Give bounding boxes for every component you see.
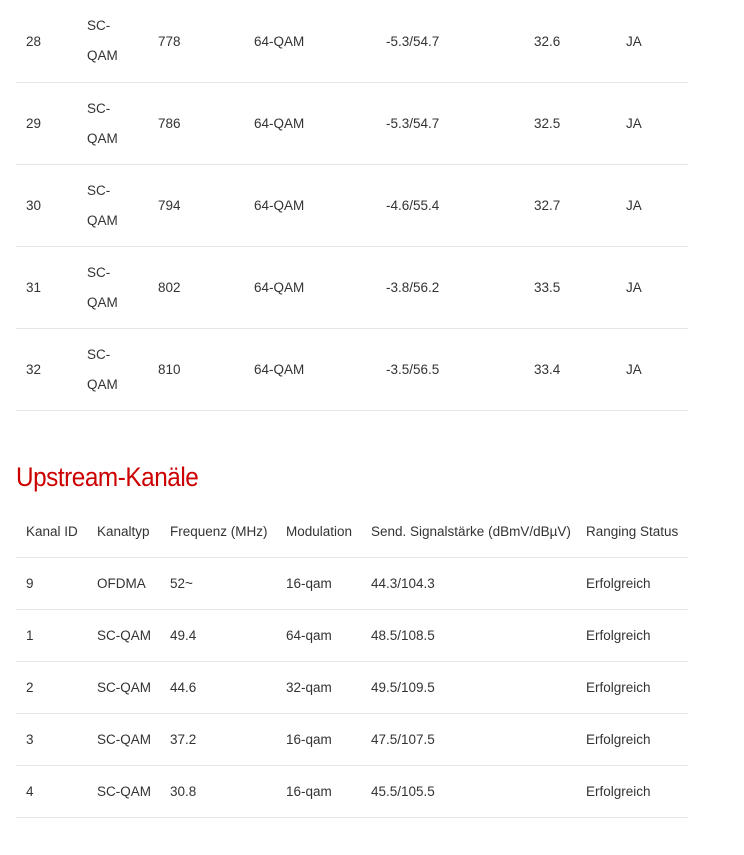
channel-type-line2: QAM (87, 130, 118, 146)
power-cell: 45.5/105.5 (371, 784, 435, 799)
channel-type-cell (87, 165, 118, 246)
snr-cell: 32.7 (534, 198, 561, 213)
power-cell: -3.8/56.2 (386, 280, 440, 295)
channel-id-cell: 1 (26, 628, 34, 643)
channel-id-cell: 30 (26, 198, 42, 213)
modulation-cell: 64-QAM (254, 116, 305, 131)
table-header-row (16, 505, 688, 558)
modulation-cell: 64-QAM (254, 362, 305, 377)
channel-id-cell: 32 (26, 362, 42, 377)
channel-type-line1: SC- (87, 18, 111, 33)
header-channel-id: Kanal ID (26, 523, 78, 539)
header-channel-type: Kanaltyp (97, 523, 150, 539)
frequency-cell: 802 (158, 280, 181, 295)
upstream-table (16, 505, 688, 818)
table-row (16, 714, 688, 766)
channel-id-cell: 31 (26, 280, 42, 295)
table-row (16, 247, 688, 329)
channel-type-line2: QAM (87, 294, 118, 310)
ranging-status-cell: Erfolgreich (586, 576, 651, 591)
modulation-cell: 64-QAM (254, 33, 305, 49)
frequency-cell: 30.8 (170, 784, 197, 799)
locked-cell: JA (626, 198, 642, 213)
channel-id-cell: 28 (26, 33, 42, 49)
modulation-cell: 16-qam (286, 784, 332, 799)
ranging-status-cell: Erfolgreich (586, 732, 651, 747)
channel-type-line1: SC- (87, 100, 111, 116)
header-modulation: Modulation (286, 523, 353, 539)
power-cell: -3.5/56.5 (386, 362, 440, 377)
header-ranging-status: Ranging Status (586, 523, 679, 539)
channel-id-cell: 2 (26, 680, 34, 695)
header-send-power: Send. Signalstärke (dBmV/dBµV) (371, 523, 571, 539)
frequency-cell: 49.4 (170, 628, 197, 643)
power-cell: -5.3/54.7 (386, 33, 440, 49)
frequency-cell: 786 (158, 116, 181, 131)
frequency-cell: 778 (158, 33, 181, 49)
table-row (16, 0, 688, 83)
ranging-status-cell: Erfolgreich (586, 628, 651, 643)
upstream-section-title: Upstream-Kanäle (16, 462, 199, 492)
table-row (16, 83, 688, 165)
channel-type-line2: QAM (87, 212, 118, 228)
channel-type-cell: SC-QAM (97, 628, 151, 643)
channel-type-line1: SC- (87, 182, 111, 198)
frequency-cell: 37.2 (170, 732, 197, 747)
locked-cell: JA (626, 33, 642, 49)
modulation-cell: 16-qam (286, 732, 332, 747)
table-row (16, 558, 688, 610)
table-row (16, 766, 688, 818)
channel-type-line2: QAM (87, 376, 118, 392)
channel-type-line1: SC- (87, 264, 111, 280)
channel-id-cell: 29 (26, 116, 42, 131)
snr-cell: 32.6 (534, 33, 561, 49)
channel-id-cell: 3 (26, 732, 34, 747)
channel-type-cell: SC-QAM (97, 680, 151, 695)
frequency-cell: 794 (158, 198, 181, 213)
table-row (16, 165, 688, 247)
power-cell: 48.5/108.5 (371, 628, 435, 643)
modulation-cell: 64-qam (286, 628, 332, 643)
snr-cell: 33.4 (534, 362, 561, 377)
channel-id-cell: 4 (26, 784, 34, 799)
power-cell: 49.5/109.5 (371, 680, 435, 695)
frequency-cell: 44.6 (170, 680, 197, 695)
channel-type-cell (87, 329, 118, 410)
locked-cell: JA (626, 280, 642, 295)
snr-cell: 32.5 (534, 116, 561, 131)
modulation-cell: 64-QAM (254, 280, 305, 295)
channel-type-cell (87, 83, 118, 164)
locked-cell: JA (626, 362, 642, 377)
locked-cell: JA (626, 116, 642, 131)
snr-cell: 33.5 (534, 280, 561, 295)
channel-type-cell: SC-QAM (97, 732, 151, 747)
channel-type-cell: OFDMA (97, 576, 146, 591)
power-cell: 44.3/104.3 (371, 576, 435, 591)
ranging-status-cell: Erfolgreich (586, 680, 651, 695)
power-cell: -5.3/54.7 (386, 116, 440, 131)
channel-type-cell: SC-QAM (97, 784, 151, 799)
frequency-cell: 52~ (170, 576, 193, 591)
channel-id-cell: 9 (26, 576, 34, 591)
channel-type-cell (87, 247, 118, 328)
power-cell: 47.5/107.5 (371, 732, 435, 747)
frequency-cell: 810 (158, 362, 181, 377)
table-row (16, 610, 688, 662)
table-row (16, 662, 688, 714)
table-row (16, 329, 688, 411)
header-frequency: Frequenz (MHz) (170, 523, 268, 539)
ranging-status-cell: Erfolgreich (586, 784, 651, 799)
modulation-cell: 32-qam (286, 680, 332, 695)
downstream-table (16, 0, 688, 411)
channel-type-cell (87, 0, 118, 82)
channel-type-line1: SC- (87, 346, 111, 362)
modulation-cell: 16-qam (286, 576, 332, 591)
power-cell: -4.6/55.4 (386, 198, 440, 213)
channel-type-line2: QAM (87, 48, 118, 63)
modulation-cell: 64-QAM (254, 198, 305, 213)
